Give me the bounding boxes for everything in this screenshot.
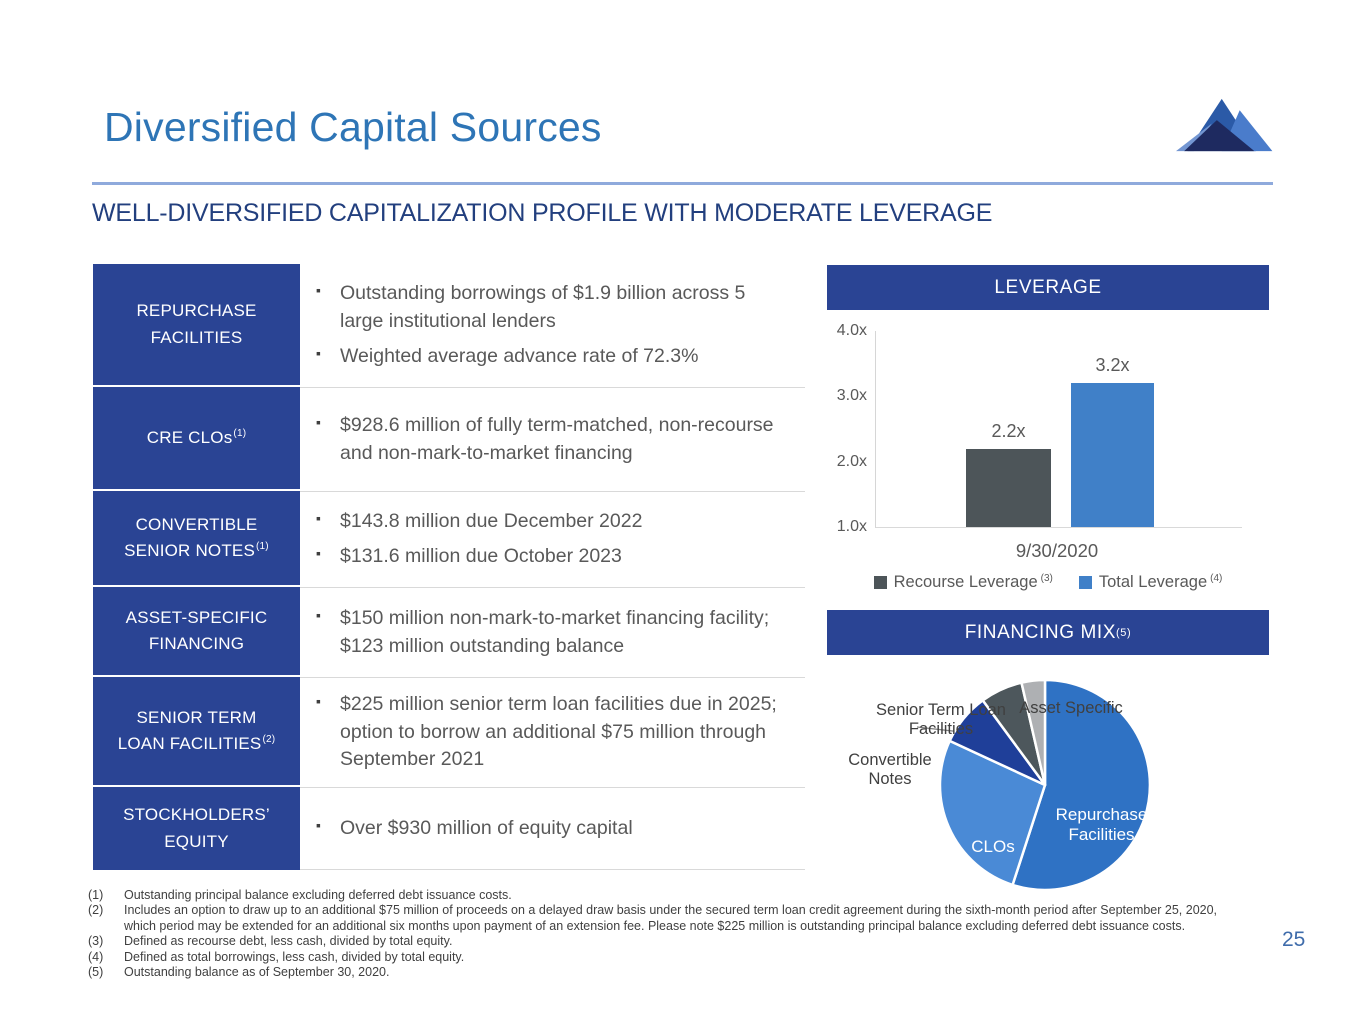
legend-swatch-icon [874,576,887,589]
footnote-text: Outstanding principal balance excluding deferred debt issuance costs. [124,888,512,902]
chart-legend [827,573,1269,592]
bullet-item: ▪ Outstanding borrowings of $1.9 billion across 5 large institutional lenders [340,280,792,335]
footnote-number: (4) [88,949,104,964]
row-header-line: CRE CLOs [146,427,233,447]
bullet-item: ▪ $150 million non-mark-to-market financing facility; $123 million outstanding balance [340,605,792,660]
chart-title-text: LEVERAGE [994,276,1102,298]
leverage-chart-title [827,265,1269,310]
bullet-item: ▪ $131.6 million due October 2023 [340,543,792,571]
footnote-text: Outstanding balance as of September 30, 2020. [124,964,390,979]
bullet-item: ▪ Over $930 million of equity capital [340,815,792,843]
footnote-ref: (1) [256,541,269,553]
financing-mix-pie-chart [827,655,1269,905]
y-axis-tick: 2.0x [836,453,867,470]
row-header-line: REPURCHASE [136,301,257,321]
row-header-line: ASSET-SPECIFIC [125,607,268,627]
legend-label: Recourse Leverage [893,573,1038,591]
table-row-senior-term-loan-facilities [93,677,805,787]
footnote-4 [88,950,1246,965]
table-row-repurchase-facilities [93,264,805,387]
table-row-convertible-senior-notes [93,491,805,587]
row-header-line: EQUITY [164,831,229,851]
row-header [93,491,300,587]
row-header-line: LOAN FACILITIES [117,734,262,753]
footnote-ref: (2) [262,734,276,746]
title-divider [92,182,1273,185]
row-header [93,787,300,870]
financing-mix-title [827,610,1269,655]
table-row-stockholders-equity [93,787,805,870]
footnote-text: Includes an option to draw up to an additional $75 million of proceeds on a delayed draw basis under the secured term loan credit agreement during the sixth-month period after September 25, 2020, which period may be extended for an additional six months upon payment of an extension fee. Please note $225 million is outstanding principal balance excluding deferred debt issuance costs. [124,903,1218,933]
legend-label: Total Leverage [1098,573,1208,591]
pie-label-convertible-notes: Convertible Notes [848,751,932,789]
table-row-asset-specific-financing [93,587,805,677]
footnote-2 [88,903,1246,934]
row-header-line: STOCKHOLDERS’ [123,805,270,825]
footnote-ref: (5) [1116,626,1132,639]
footnote-number: (2) [88,903,104,918]
row-content [300,264,805,387]
financing-mix-panel [827,610,1269,905]
row-header-line: SENIOR TERM [136,707,257,727]
slide-subtitle: WELL-DIVERSIFIED CAPITALIZATION PROFILE WITH MODERATE LEVERAGE [92,199,993,227]
page-title: Diversified Capital Sources [104,104,602,150]
footnote-ref: (4) [1210,573,1223,584]
leverage-bar-chart [827,310,1269,610]
capital-sources-table [93,264,805,870]
row-content [300,587,805,677]
footnote-3 [88,934,1246,949]
row-content [300,677,805,787]
chart-title-text: FINANCING MIX [964,621,1117,643]
legend-item-recourse-leverage [874,573,1053,592]
row-header [93,587,300,677]
legend-swatch-icon [1079,576,1092,589]
page-number: 25 [1282,928,1306,951]
row-header-line: FACILITIES [150,327,243,347]
plot-area [875,331,1242,528]
footnote-text: Defined as total borrowings, less cash, divided by total equity. [124,949,465,964]
footnote-number: (5) [88,964,104,979]
bar-recourse-leverage [966,421,1051,527]
footnote-number: (3) [88,934,104,949]
legend-item-total-leverage [1079,573,1222,592]
bullet-item: ▪ $928.6 million of fully term-matched, non-recourse and non-mark-to-market financing [340,412,792,467]
pie-label-asset-specific: Asset Specific [1019,699,1123,717]
bullet-item: ▪ $143.8 million due December 2022 [340,508,792,536]
bar-data-label: 3.2x [1095,355,1130,375]
footnote-ref: (3) [1040,573,1053,584]
row-content [300,387,805,491]
footnote-5 [88,965,1246,980]
bullet-item: ▪ Weighted average advance rate of 72.3% [340,343,792,371]
row-content [300,491,805,587]
row-header-line: FINANCING [148,634,245,653]
footnote-ref: (1) [233,428,247,440]
y-axis-tick: 3.0x [836,387,867,404]
pie-label-clos: CLOs [971,837,1015,856]
pie-label-repurchase-facilities: Repurchase Facilities [1055,805,1148,845]
company-mountain-logo-icon [1176,90,1274,160]
bar-data-label: 2.2x [991,421,1026,441]
row-header [93,264,300,387]
footnote-1 [88,888,1246,903]
pie-label-senior-term-loan-facilities: Senior Term Loan Facilities [876,701,1006,739]
row-content [300,787,805,870]
row-header [93,677,300,787]
row-header-line: SENIOR NOTES [124,541,256,560]
y-axis-tick: 1.0x [836,518,867,535]
footnote-text: Defined as recourse debt, less cash, divided by total equity. [124,934,453,949]
footnote-number: (1) [88,888,104,902]
bar-total-leverage [1071,355,1154,527]
row-header [93,387,300,491]
y-axis-tick: 4.0x [836,322,867,339]
leverage-chart-panel [827,265,1269,610]
row-header-line: CONVERTIBLE [135,514,258,534]
table-row-cre-clos [93,387,805,491]
x-axis-category-label: 9/30/2020 [1015,540,1099,561]
bullet-item: ▪ $225 million senior term loan facilities due in 2025; option to borrow an additional $75 million through September 2021 [340,691,792,774]
footnotes [88,888,1246,980]
